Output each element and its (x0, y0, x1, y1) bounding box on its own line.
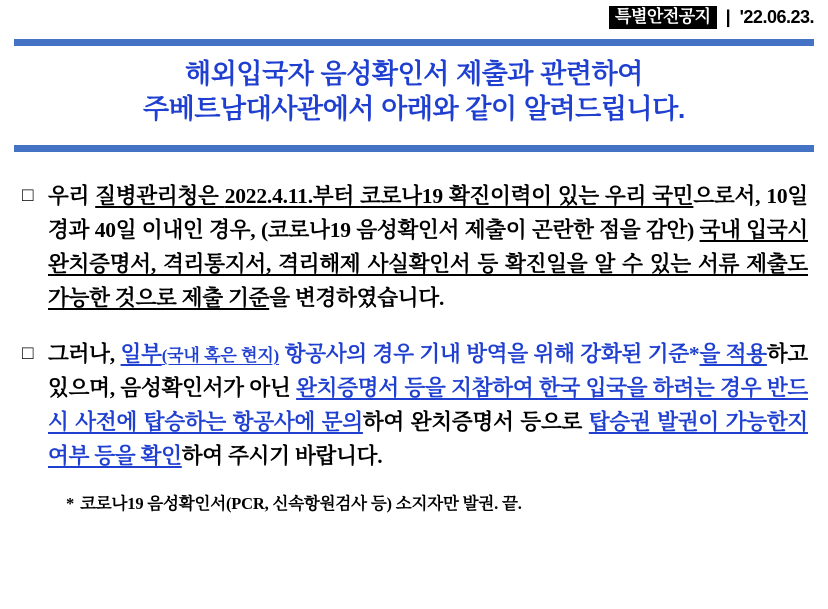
p1-seg-1: 질병관리청은 (95, 184, 225, 209)
footnote (22, 490, 808, 514)
title-rule-bottom (14, 145, 814, 152)
p1-seg-6: 을 변경하였습니다. (269, 286, 445, 310)
p2-seg-0: 그러나, (48, 341, 121, 366)
p2-seg-2: (국내 혹은 현지) (161, 345, 280, 365)
paragraph-1 (22, 180, 808, 316)
p2-seg-3: 항공사의 경우 기내 방역을 위해 강화된 기준* (279, 341, 700, 366)
footnote-text: 코로나19 음성확인서(PCR, 신속항원검사 등) 소지자만 발권. 끝. (80, 493, 522, 513)
document-body (14, 180, 814, 514)
paragraph-2 (22, 338, 808, 474)
p1-seg-5: 국내 입국시 완치증명서, 격리통지서, 격리해제 사실확인서 등 확진일을 알 수 있는 서류 제출도 가능한 것으로 제출 기준 (48, 218, 808, 310)
p2-seg-4: 을 적용 (699, 341, 767, 366)
header-tag-row (14, 0, 814, 29)
p1-seg-0: 우리 (48, 184, 96, 209)
paragraph-bullet: □ (22, 342, 34, 364)
p2-seg-7: 하여 완치증명서 등으로 (362, 409, 589, 434)
title-line-1: 해외입국자 음성확인서 제출과 관련하여 (185, 58, 643, 89)
header-separator: | (725, 6, 731, 27)
title-rule-top (14, 39, 814, 46)
notice-date: '22.06.23. (739, 6, 814, 27)
page-title (14, 46, 814, 136)
special-notice-badge: 특별안전공지 (609, 6, 717, 29)
p2-seg-5: 하고 있으며, 음성확인서가 아닌 (48, 341, 808, 400)
p2-seg-6: 완치증명서 등을 지참하여 한국 입국을 하려는 경우 반드시 사전에 탑승하는 항공사에 문의 (48, 375, 808, 434)
paragraph-1-text (48, 180, 808, 316)
footnote-star: * (66, 493, 75, 513)
p2-seg-9: 하여 주시기 바랍니다. (181, 443, 383, 468)
p1-seg-4: 으로서, 10일 경과 40일 이내인 경우, (코로나19 음성확인서 제출이 곤란한 점을 감안) (48, 184, 808, 243)
p1-seg-2: 2022.4.11.부터 (224, 184, 361, 209)
p2-seg-1: 일부 (120, 341, 162, 366)
title-line-2: 주베트남대사관에서 아래와 같이 알려드립니다. (142, 94, 686, 125)
paragraph-bullet: □ (22, 185, 34, 207)
p2-seg-8: 탑승권 발권이 가능한지 여부 등을 확인 (48, 409, 808, 468)
p1-seg-3: 코로나19 확진이력이 있는 우리 국민 (360, 184, 694, 209)
paragraph-2-text (48, 338, 808, 474)
